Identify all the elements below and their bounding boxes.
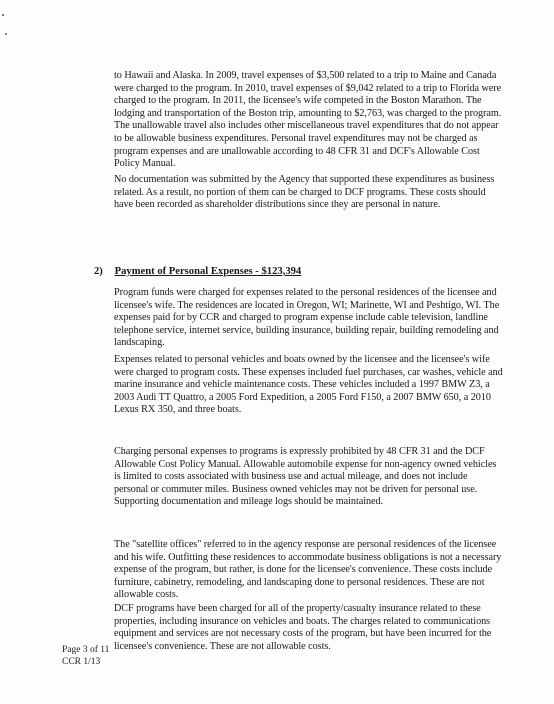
paragraph-text: Expenses related to personal vehicles and boats owned by the licensee and the licensee's wife were charged to program costs. These expenses included fuel purchases, car washes, vehicle and marine insurance and vehicle maintenance costs. These vehicles included a 1997 BMW Z3, a 2003 Audi TT Quattro, a 2005 Ford Expedition, a 2005 Ford F150, a 2007 BMW 650, a 2010 Lexus RX 350, and three boats. <box>114 354 503 416</box>
paragraph-text: DCF programs have been charged for all of the property/casualty insurance related to these properties, including insurance on vehicles and boats. The charges related to communications equipment and services are not necessary costs of the program, but have been incurred for the licensee's convenience. These are not allowable costs. <box>114 603 492 652</box>
page-number: Page 3 of 11 <box>62 645 110 655</box>
body-paragraph <box>114 354 504 431</box>
document-code: CCR 1/13 <box>62 656 101 667</box>
paragraph-text: Program funds were charged for expenses related to the personal residences of the licensee and licensee's wife. The residences are located in Oregon, WI; Marinette, WI and Peshtigo, WI. The expenses paid for by CCR and charged to program expense include cable television, landline telephone service, internet service, building insurance, building repair, building remodeling and landscaping. <box>114 287 500 349</box>
scan-speck <box>5 33 7 35</box>
page-footer <box>62 645 109 668</box>
body-paragraph <box>114 70 504 185</box>
body-paragraph <box>114 603 504 667</box>
section-number: 2) <box>94 266 103 277</box>
body-paragraph <box>114 446 504 523</box>
paragraph-text: The "satellite offices" referred to in the agency response are personal residences of the licensee and his wife. Outfitting these residences to accommodate business obligations is not a necessary expense of the program, but rather, is done for the licensee's convenience. These costs include furniture, cabinetry, remodeling, and landscaping done to personal residences. These are not allowable costs. <box>114 539 502 601</box>
scan-speck <box>2 14 4 16</box>
body-paragraph <box>114 287 504 364</box>
body-paragraph <box>114 174 504 226</box>
paragraph-text: No documentation was submitted by the Agency that supported these expenditures as business related. As a result, no portion of them can be charged to DCF programs. These costs should have been recorded as shareholder distributions since they are personal in nature. <box>114 174 495 211</box>
paragraph-text: Charging personal expenses to programs is expressly prohibited by 48 CFR 31 and the DCF Allowable Cost Policy Manual. Allowable automobile expense for non-agency owned vehicles is limited to costs associated with business use and actual mileage, and does not include personal or commuter miles. Business owned vehicles may not be driven for personal use. Supporting documentation and mileage logs should be maintained. <box>114 446 497 508</box>
section-heading <box>94 266 301 277</box>
section-title: Payment of Personal Expenses - $123,394 <box>114 266 302 277</box>
paragraph-text: to Hawaii and Alaska. In 2009, travel expenses of $3,500 related to a trip to Maine and Canada were charged to the program. In 2010, travel expenses of $9,042 related to a trip to Florida were charged to the program. In 2011, the licensee's wife competed in the Boston Marathon. The lodging and transportation of the Boston trip, amounting to $2,763, was charged to the program. The unallowable travel also includes other miscellaneous travel expenditures that do not appear to be allowable business expenditures. Personal travel expenditures may not be charged as program expenses and are unallowable according to 48 CFR 31 and DCF's Allowable Cost Policy Manual. <box>114 70 502 170</box>
